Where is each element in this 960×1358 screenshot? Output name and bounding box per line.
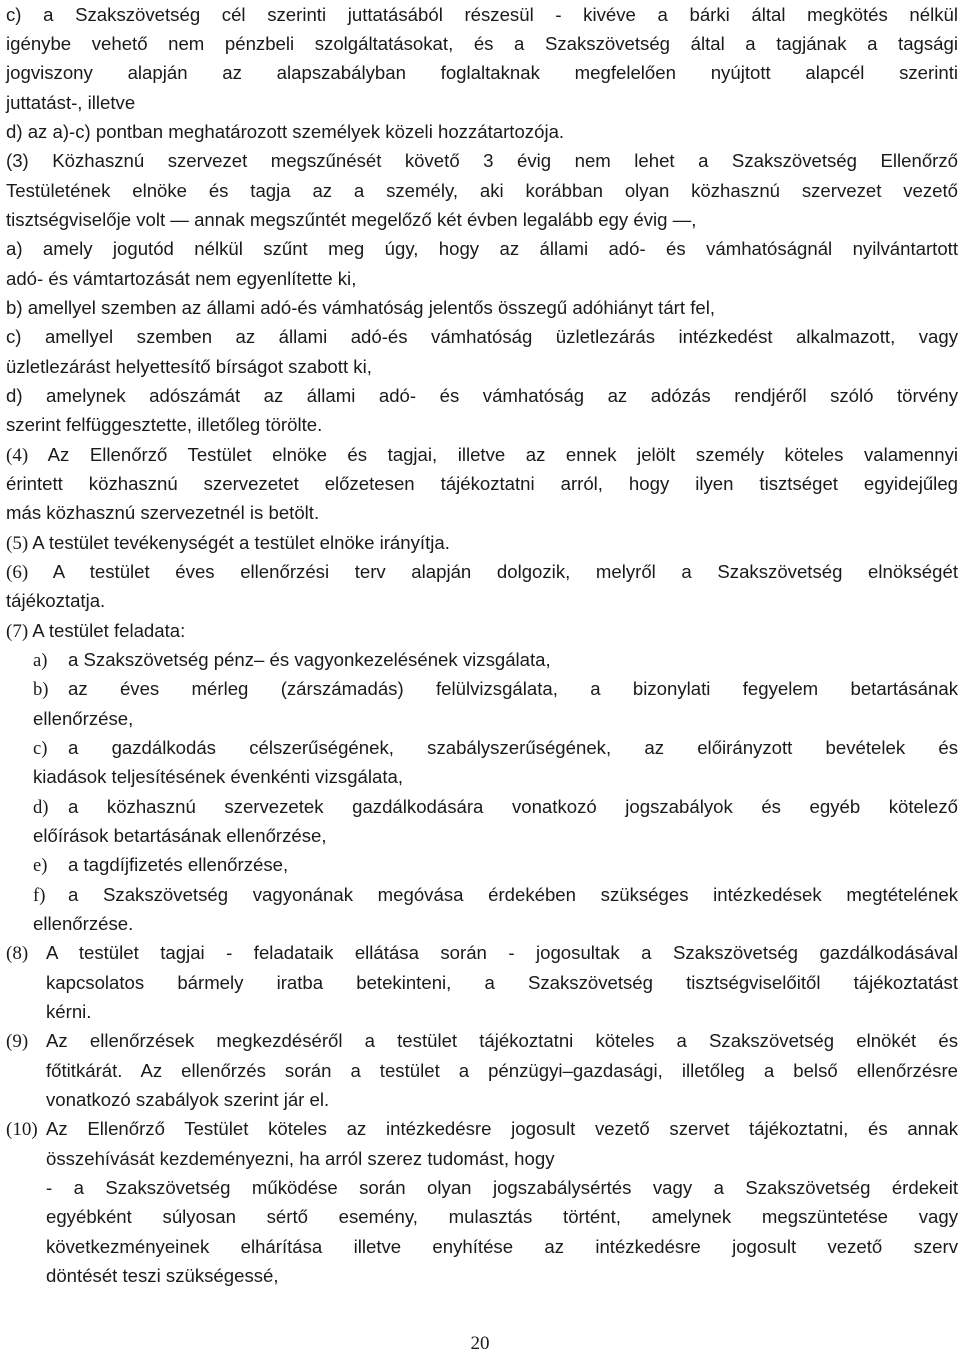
- text-line: szerint felfüggesztette, illetőleg törölte.: [6, 414, 323, 435]
- text-line: ellenőrzése,: [33, 708, 134, 729]
- sublist-item-a: [33, 645, 958, 675]
- sublist-text: az éves mérleg (zárszámadás) felülvizsgálata, a bizonylati fegyelem betartásának: [68, 678, 958, 699]
- list-item-line: a) amely jogutód nélkül szűnt meg úgy, hogy az állami adó- és vámhatóságnál nyilvántartott: [6, 238, 958, 259]
- paragraph-number: (4): [6, 445, 29, 466]
- paragraph-10-line: [6, 1114, 958, 1144]
- text-line: adó- és vámtartozását nem egyenlítette ki,: [6, 268, 357, 289]
- text-line: összehívását kezdeményezni, ha arról szerez tudomást, hogy: [46, 1148, 555, 1169]
- paragraph-3-line: (3) Közhasznú szervezet megszűnését követő 3 évig nem lehet a Szakszövetség Ellenőrző: [6, 150, 958, 171]
- paragraph-number: (6): [6, 562, 29, 583]
- text-line: - a Szakszövetség működése során olyan jogszabálysértés vagy a Szakszövetség érdekeit: [46, 1177, 958, 1198]
- paragraph-6-line: [6, 557, 958, 587]
- list-item-line: b) amellyel szemben az állami adó-és vámhatóság jelentős összegű adóhiányt tárt fel,: [6, 297, 716, 318]
- paragraph-8-line: [6, 938, 958, 968]
- paragraph-number: (7): [6, 621, 29, 642]
- paragraph-text: A testület éves ellenőrzési terv alapján dolgozik, melyről a Szakszövetség elnökségét: [52, 561, 958, 582]
- text-line: d) az a)-c) pontban meghatározott személyek közeli hozzátartozója.: [6, 121, 565, 142]
- text-line: döntését teszi szükségessé,: [46, 1265, 279, 1286]
- sublist-item-f: [33, 880, 958, 910]
- text-line: egyébként súlyosan sértő esemény, mulasztás történt, amelynek megszüntetése vagy: [46, 1206, 958, 1227]
- text-line: ellenőrzése.: [33, 913, 134, 934]
- sublist-item-e: [33, 850, 958, 880]
- sublist-label: c): [33, 738, 48, 759]
- paragraph-text: A testület feladata:: [32, 620, 186, 641]
- text-line: üzletlezárást helyettesítő bírságot szabott ki,: [6, 356, 372, 377]
- sublist-text: a gazdálkodás célszerűségének, szabályszerűségének, az előirányzott bevételek és: [68, 737, 958, 758]
- text-line: előírások betartásának ellenőrzése,: [33, 825, 327, 846]
- paragraph-text: Az Ellenőrző Testület elnöke és tagjai, illetve az ennek jelölt személy köteles valamennyi: [47, 444, 958, 465]
- paragraph-text: A testület tevékenységét a testület elnöke irányítja.: [32, 532, 450, 553]
- paragraph-number: (8): [6, 943, 29, 964]
- text-line: kapcsolatos bármely iratba betekinteni, a Szakszövetség tisztségviselőitől tájékoztatást: [46, 972, 958, 993]
- paragraph-number: (9): [6, 1031, 29, 1052]
- sublist-label: a): [33, 650, 48, 671]
- text-line: más közhasznú szervezetnél is betölt.: [6, 502, 320, 523]
- text-line: Testületének elnöke és tagja az a személy, aki korábban olyan közhasznú szervezet vezető: [6, 180, 958, 201]
- text-line: vonatkozó szabályok szerint jár el.: [46, 1089, 330, 1110]
- sublist-text: a tagdíjfizetés ellenőrzése,: [68, 854, 289, 875]
- paragraph-text: A testület tagjai - feladataik ellátása során - jogosultak a Szakszövetség gazdálkodásával: [46, 942, 958, 963]
- paragraph-7-line: [6, 616, 958, 646]
- sublist-label: d): [33, 797, 49, 818]
- paragraph-text: Az ellenőrzések megkezdéséről a testület tájékoztatni köteles a Szakszövetség elnökét és: [46, 1030, 958, 1051]
- text-line: tisztségviselője volt — annak megszűntét megelőző két évben legalább egy évig —,: [6, 209, 697, 230]
- text-line: jogviszony alapján az alapszabályban foglaltaknak megfelelően nyújtott alapcél szerinti: [6, 62, 958, 83]
- sublist-text: a Szakszövetség pénz– és vagyonkezelésének vizsgálata,: [68, 649, 551, 670]
- sublist-item-c: [33, 733, 958, 763]
- text-line: következményeinek elhárítása illetve enyhítése az intézkedésre jogosult vezető szerv: [46, 1236, 958, 1257]
- list-item-line: c) amellyel szemben az állami adó-és vámhatóság üzletlezárás intézkedést alkalmazott, vagy: [6, 326, 958, 347]
- text-line: kiadások teljesítésének évenkénti vizsgálata,: [33, 766, 404, 787]
- text-line: kérni.: [46, 1001, 92, 1022]
- sublist-item-b: [33, 674, 958, 704]
- text-line: főtitkárát. Az ellenőrzés során a testület a pénzügyi–gazdasági, illetőleg a belső ellenőrzésre: [46, 1060, 958, 1081]
- list-item-line: d) amelynek adószámát az állami adó- és vámhatóság az adózás rendjéről szóló törvény: [6, 385, 958, 406]
- sublist-label: f): [33, 885, 46, 906]
- text-line: juttatást-, illetve: [6, 92, 136, 113]
- paragraph-5-line: [6, 528, 958, 558]
- text-line: c) a Szakszövetség cél szerinti juttatásából részesül - kivéve a bárki által megkötés nélkül: [6, 4, 958, 25]
- paragraph-text: Az Ellenőrző Testület köteles az intézkedésre jogosult vezető szervet tájékoztatni, és annak: [46, 1118, 958, 1139]
- paragraph-number: (10): [6, 1119, 38, 1140]
- sublist-item-d: [33, 792, 958, 822]
- text-line: tájékoztatja.: [6, 590, 106, 611]
- paragraph-4-line: [6, 440, 958, 470]
- sublist-label: e): [33, 855, 48, 876]
- paragraph-9-line: [6, 1026, 958, 1056]
- text-line: érintett közhasznú szervezetet előzetesen tájékoztatni arról, hogy ilyen tisztséget egyidejűleg: [6, 473, 958, 494]
- text-line: igénybe vehető nem pénzbeli szolgáltatásokat, és a Szakszövetség által a tagjának a tagsági: [6, 33, 958, 54]
- sublist-text: a közhasznú szervezetek gazdálkodására vonatkozó jogszabályok és egyéb kötelező: [68, 796, 958, 817]
- page-number: 20: [470, 1333, 490, 1354]
- paragraph-number: (5): [6, 533, 29, 554]
- sublist-label: b): [33, 679, 49, 700]
- sublist-text: a Szakszövetség vagyonának megóvása érdekében szükséges intézkedések megtételének: [68, 884, 958, 905]
